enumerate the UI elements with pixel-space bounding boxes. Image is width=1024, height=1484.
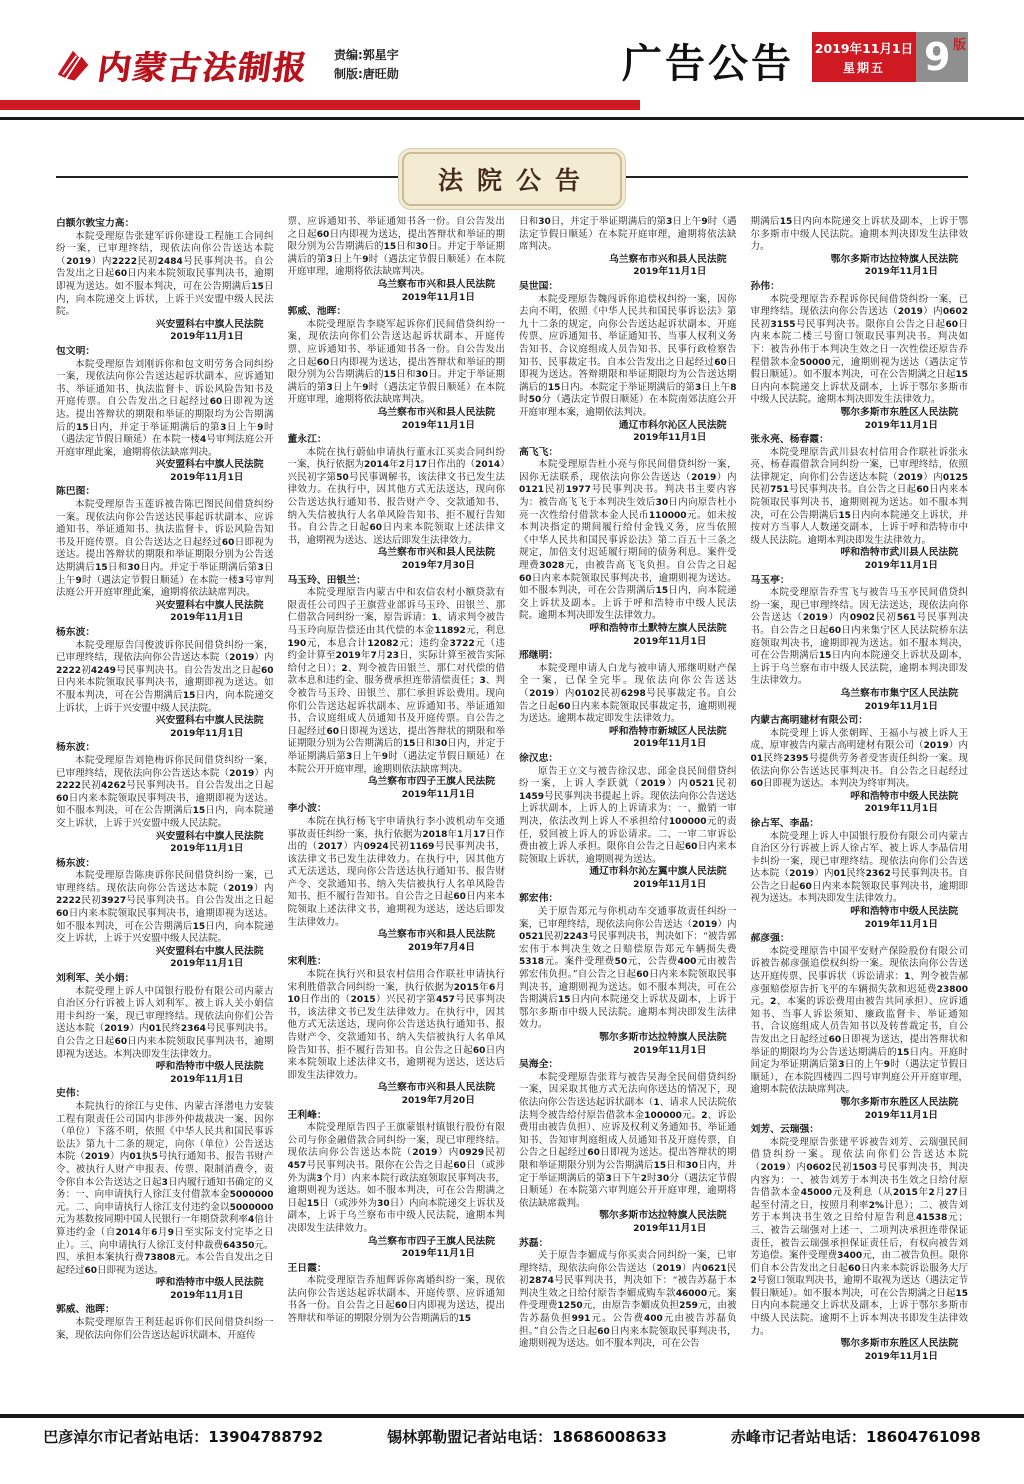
notice-body: 本院受理申请人白龙与被申请人邢继明财产保全一案，已保全完毕。现依法向你公告送达（2019）内0102民初6298号民事裁定书。自公告之日起60日内来本院领取民事裁定书，逾期则视为送达。逾期本裁定即发生法律效力。	[519, 662, 737, 725]
notice-date: 2019年11月1日	[864, 1109, 938, 1121]
notice-date: 2019年11月1日	[633, 635, 707, 647]
notice-date: 2019年11月1日	[401, 788, 475, 800]
notice-date: 2019年11月1日	[170, 958, 244, 970]
notice-body: 关于原告郑元与你机动车交通事故责任纠纷一案，已审理终结，现依法向你公告送达（2019）内0521民初2243号民事判决书，判决如下：“被告郭宏伟于本判决生效之日赔偿原告郑元车辆损失费5318元。案件受理费50元，公告费400元由被告郭宏伟负担。”自公告之日起60日内来本院领取民事判决书，逾期则视为送达。如不服本判决，可在公告期满后15日内向本院递交上诉状及副本，上诉于鄂尔多斯市中级人民法院。逾期本判决即发生法律效力。	[519, 906, 737, 1031]
notice-date: 2019年11月1日	[170, 727, 244, 739]
notice-addressee: 吴世国：	[519, 280, 559, 292]
notice-addressee: 高飞飞：	[519, 446, 559, 458]
court-name: 通辽市科尔沁左翼中旗人民法院	[589, 866, 727, 878]
notice-date: 2019年7月20日	[401, 1094, 475, 1106]
notice-addressee: 王日霞：	[287, 1262, 327, 1274]
notice-addressee: 杨东波：	[56, 627, 96, 638]
notice-addressee: 郭威、池晖：	[56, 1304, 115, 1316]
notice-addressee: 徐汉忠：	[519, 752, 559, 764]
notice-body: 本院受理原告张建平诉被告刘芳、云瑞强民间借贷纠纷一案。现依法向你们公告送达本院（2019）内0602民初1503号民事判决书，判决内容为：一、被告刘芳于本判决书生效之日给付原告借款本金45000元及利息（从2015年2月27日起至付清之日，按照月利率2%计息）；二、被告刘芳于本判决书生效之日给付原告利息41538元；三、被告云瑞强对上述一、二项判决承担连带保证责任，被告云瑞强承担保证责任后，有权向被告刘芳追偿。案件受理费3400元，由二被告负担。限你们自本公告发出之日起60日内来本院诉讼服务大厅2号窗口领取判决书，逾期不取视为送达（遇法定节假日顺延）。如不服本判决，可在公告期满之日起15日内向本院递交上诉状及副本，上诉于鄂尔多斯市中级人民法院。逾期不上诉本判决书即发生法律效力。	[750, 1136, 968, 1337]
header-rule	[0, 117, 1024, 120]
notice-date: 2019年11月1日	[170, 331, 244, 343]
reporter-station-phone: 锡林郭勒盟记者站电话：18686008633	[387, 1428, 667, 1446]
notice-date: 2019年11月1日	[633, 1044, 707, 1056]
notice-body: 本院在执行兴和县农村信用合作联社申请执行宋利胜借款合同纠纷一案，执行依据为2015年6月10日作出的（2015）兴民初字第457号民事判决书，该法律文书已发生法律效力。在执行中，因其他方式无法送达，现向你公告送达执行通知书、报告财产令、交款通知书、纳入失信被执行人名单风险告知书、拒不履行告知书。自公告之日起60日内来本院领取上述法律文书，逾期视为送达，送达后即发生法律效力。	[287, 969, 505, 1081]
notice-addressee: 李小波：	[287, 803, 327, 815]
court-name: 鄂尔多斯市达拉特旗人民法院	[599, 1210, 727, 1222]
text-column	[288, 216, 506, 1414]
notice-addressee: 内蒙古高明建材有限公司：	[750, 715, 869, 727]
notice-addressee: 杨东波：	[56, 857, 96, 869]
court-name: 乌兰察布市兴和县人民法院	[377, 1082, 495, 1094]
notice-date: 2019年11月1日	[864, 918, 938, 930]
court-name: 乌兰察布市兴和县人民法院	[377, 547, 495, 559]
notice-date: 2019年11月1日	[864, 266, 938, 278]
text-column	[519, 216, 737, 1414]
columns	[0, 216, 1024, 1414]
notice-date: 2019年11月1日	[633, 738, 707, 750]
notice-body: 本院受理原告四子王旗蒙银村镇银行股份有限公司与你金融借款合同纠纷一案，现已审理终结。现依法向你公告送达本院（2019）内0929民初457号民事判决书。限你在公告之日起60日（或涉外为满3个月）内来本院行政法庭领取民事判决书，逾期则视为送达。如不服本判决，可在公告期满之日起15日（或涉外为30日）内向本院递交上诉状及副本，上诉于乌兰察布市中级人民法院，逾期本判决即发生法律效力。	[287, 1122, 505, 1234]
notice-addressee: 郭宏伟：	[519, 893, 559, 905]
court-name: 兴安盟科右中旗人民法院	[155, 599, 264, 611]
court-name: 呼和浩特市武川县人民法院	[840, 547, 958, 559]
notice-date: 2019年11月1日	[170, 1289, 244, 1301]
notice-body: 关于原告李媚成与你买卖合同纠纷一案，已审理终结，现依法向你公告送达（2019）内0621民初2874号民事判决书，判决如下：“被告苏磊于本判决生效之日给付原告李媚成购车款46000元。案件受理费1250元，由原告李媚成负担259元，由被告苏磊负担991元。公告费400元由被告苏磊负担。”自公告之日起60日内来本院领取民事判决书，逾期则视为送达。如不服本判决，可在公告	[519, 1250, 737, 1350]
notice-addressee: 刘利军、关小娟：	[56, 973, 135, 985]
editor-line: 责编:郭星宇	[334, 48, 399, 62]
notice-body: 票、应诉通知书、举证通知书各一份。自公告发出之日起60日内即视为送达，提出答辩状和举证的期限分别为公告期满后的15日和30日。并定于举证期满后的第3日上午9时（遇法定节假日顺延）在本院开庭审理，逾期将依法缺席判决。	[287, 216, 505, 278]
notice-body: 本院受理原告王利廷起诉你们民间借贷纠纷一案，现依法向你们公告送达起诉状副本、开庭传	[56, 1317, 274, 1341]
section-title: 广告公告	[622, 41, 794, 87]
reporter-station-phone: 赤峰市记者站电话：18604761098	[730, 1428, 981, 1446]
court-name: 呼和浩特市新城区人民法院	[608, 725, 727, 737]
court-name: 呼和浩特市中级人民法院	[850, 906, 958, 918]
notice-body: 本院受理原告乔雪飞与被告马玉亭民间借贷纠纷一案，现已审理终结。因无法送达，现依法向你公告送达（2019）内0902民初561号民事判决书。自公告之日起60日内来集宁区人民法院桥东法庭领取判决书，逾期即视为送达。如不服本判决，可在公告期满后15日内向本院递交上诉状及副本，上诉于乌兰察布市中级人民法院，逾期本判决即发生法律效力。	[750, 587, 968, 687]
notice-body: 本院受理原告闫俊波诉你民间借贷纠纷一案，已审理终结，现依法向你公告送达本院（2019）内2222初4249号民事判决书。自公告发出之日起60日内来本院领取民事判决书，逾期即视为送达。如不服本判决，可在公告期满后15日内，向本院递交上诉状，上诉于兴安盟中级人民法院。	[56, 639, 274, 714]
notice-body: 本院受理上诉人中国银行股份有限公司内蒙古自治区分行诉被上诉人徐占军、被上诉人李晶信用卡纠纷一案，现已审理终结。现依法向你们公告送达本院（2019）内01民终2362号民事判决书。自公告之日起60日内来本院领取民事判决书，逾期即视为送达。本判决即发生法律效力。	[750, 830, 968, 905]
court-name: 呼和浩特市中级人民法院	[850, 790, 958, 802]
notice-body: 本院受理原告张建军诉你建设工程施工合同纠纷一案，已审理终结，现依法向你公告送达本院（2019）内2222民初2484号民事判决书。自公告发出之日起60日内来本院领取民事判决书，逾期即视为送达。如不服本判决，可在公告期满后15日内，向本院递交上诉状，上诉于兴安盟中级人民法院。	[56, 230, 274, 318]
notice-body: 本院在执行蔚仙申请执行董永江买卖合同纠纷一案，执行依据为2014年2月17日作出的（2014）兴民初字第50号民事调解书，该法律文书已发生法律效力。在执行中，因其他方式无法送达，现向你公告送达执行通知书、报告财产令、交款通知书、纳入失信被执行人名单风险告知书、拒不履行告知书。自公告之日起60日内来本院领取上述法律文书，逾期视为送达、送达后即发生法律效力。	[287, 446, 505, 546]
notice-date: 2019年11月1日	[864, 700, 938, 712]
date-box	[812, 32, 916, 82]
notice-addressee: 陈巴图：	[56, 486, 96, 498]
page-number-box	[916, 32, 968, 82]
notice-date: 2019年7月4日	[408, 941, 475, 953]
court-name: 乌兰察布市兴和县人民法院	[377, 278, 495, 290]
notice-date: 2019年11月1日	[864, 560, 938, 572]
notice-date: 2019年11月1日	[170, 843, 244, 855]
notice-date: 2019年11月1日	[170, 612, 244, 624]
notice-body: 本院受理原告魏闯诉你追偿权纠纷一案，因你去向不明，依照《中华人民共和国民事诉讼法》第九十二条的规定，向你公告送达起诉状副本、开庭传票、应诉通知书、举证通知书、当事人权利义务告知书、合议庭组成人员告知书、民事行政检察告知书、民事裁定书。自本公告发出之日起经过60日即视为送达。答辩期限和举证期限均为公告送达期满后的15日内。本院定于举证期满后的第3日上午8时50分（遇法定节假日顺延）在本院南郊法庭公开开庭审理本案，逾期依法判决。	[519, 293, 737, 418]
notice-addressee: 马玉玲、田银兰：	[287, 574, 366, 586]
court-name: 鄂尔多斯市达拉特旗人民法院	[830, 253, 958, 265]
notice-body: 本院受理原告刘刚诉你和包文明劳务合同纠纷一案，现依法向你公告送达起诉状副本、应诉通知书、举证通知书、执法监督卡、诉讼风险告知书及开庭传票。自公告发出之日起经过60日即视为送达。提出答辩状的期限和举证的期限均为公告期满后的15日内，并定于举证期满后的第3日上午9时（遇法定节假日顺延）在本院一楼4号审判法庭公开开庭审理此案，逾期将依法缺席判决。	[56, 358, 274, 458]
court-name: 乌兰察布市兴和县人民法院	[608, 253, 727, 265]
banner-title: 法院公告	[437, 166, 595, 195]
court-name: 鄂尔多斯市东胜区人民法院	[840, 1338, 958, 1350]
notice-body: 本院受理原告刘艳梅诉你民间借贷纠纷一案，已审理终结，现依法向你公告送达本院（2019）内2222民初4262号民事判决书。自公告发出之日起60日内来本院领取民事判决书，逾期即视为送达。如不服本判决，可在公告期满后15日内，向本院递交上诉状，上诉于兴安盟中级人民法院。	[56, 754, 274, 829]
notice-body: 本院受理上诉人张朝晖、王福小与被上诉人王成、原审被告内蒙古高明建材有限公司（2019）内01民终2395号提供劳务者受害责任纠纷一案。现依法向你公告送达民事判决书。自公告之日起经过60日即视为送达。本判决为终审判决。	[750, 727, 968, 790]
notice-addressee: 孙伟：	[750, 280, 780, 292]
editor-credits	[334, 46, 399, 84]
notice-body: 原告王立文与被告徐汉忠、邱金良民间借贷纠纷一案，上诉人李跃就（2019）内0521民初1459号民事判决书提起上诉。现依法向你公告送达上诉状副本，上诉人的上诉请求为：一、撤销一审判决，依法改判上诉人不承担给付100000元的责任，驳回被上诉人的诉讼请求。二、一审二审诉讼费由被上诉人承担。限你自公告之日起60日内来本院领取上诉状，逾期则视为送达。	[519, 765, 737, 865]
notice-date: 2019年11月1日	[864, 1350, 938, 1362]
notice-addressee: 史伟：	[56, 1088, 86, 1100]
notice-date: 2019年11月1日	[633, 266, 707, 278]
notice-body: 本院受理原告内蒙古中和农信农村小额贷款有限责任公司四子王旗营业部诉马玉玲、田银兰、那仁借款合同纠纷一案，原告诉请：1、请求判令被告马玉玲向原告偿还由其代偿的本金11892元，利息190元，本息合计12082元；违约金3722元（违约金计算至2019年7月23日，实际计算至被告实际给付之日）；2、判令被告田银兰、那仁对代偿的借款本息和违约金、服务费承担连带清偿责任；3、判令被告马玉玲、田银兰、那仁承担诉讼费用。现向你们公告送达起诉状副本、应诉通知书、举证通知书、合议庭组成人员通知书及开庭传票。自公告之日起经过60日即视为送达，提出答辩状的期限和举证期限分别为公告期满后的15日和30日内，并定于举证期满后第3日上午9时（遇法定节假日顺延）在本院公开开庭审理，逾期则依法缺席判决。	[287, 587, 505, 775]
notice-body: 本院受理原告玉莲诉被告陈巴图民间借贷纠纷一案。现依法向你公告送达民事起诉状副本、应诉通知书、举证通知书、执法监督卡、诉讼风险告知书及开庭传票。自公告送达之日起经过60日即视为送达。提出答辩状的期限和举证期限分别为公告送达期满后15日和30日内。并定于举证期满后第3日上午9时（遇法定节假日顺延）在本院一楼3号审判法庭公开开庭审理此案，逾期将依法缺席判决。	[56, 499, 274, 599]
page-header	[0, 0, 1024, 122]
footer-contacts	[0, 1418, 1024, 1447]
notice-date: 2019年11月1日	[401, 419, 475, 431]
issue-weekday: 星期五	[842, 60, 885, 75]
court-name: 兴安盟科右中旗人民法院	[155, 945, 264, 957]
court-name: 兴安盟科右中旗人民法院	[155, 318, 264, 330]
notice-addressee: 徐占军、李晶：	[750, 817, 820, 829]
notice-addressee: 白额尔敦宝力高：	[56, 218, 135, 229]
notice-body: 本院受理原告李晓军起诉你们民间借贷纠纷一案，现依法向你们公告送达起诉状副本、开庭传票、应诉通知书、举证通知书各一份。自公告发出之日起60日内即视为送达，提出答辩状和举证的期限分别为公告期满后的15日和30日。并定于举证期满后的第3日上午9时（遇法定节假日顺延）在本院开庭审理，逾期将依法缺席判决。	[287, 318, 505, 406]
court-notice-banner	[56, 152, 968, 200]
notice-addressee: 杨东波：	[56, 742, 96, 754]
page-label: 版	[952, 38, 966, 53]
reporter-station-phone: 巴彦淖尔市记者站电话：13904788792	[43, 1428, 324, 1446]
court-name: 通辽市科尔沁区人民法院	[618, 419, 727, 431]
notice-body: 本院在执行杨飞宇申请执行李小波机动车交通事故责任纠纷一案，执行依据为2018年1月17日作出的（2017）内0924民初1169号民事判决书，该法律文书已发生法律效力。在执行中，因其他方式无法送达，现向你公告送达执行通知书、报告财产令、交款通知书、纳入失信被执行人名单风险告知书、拒不履行告知书。自公告之日起60日内来本院领取上述法律文书，逾期视为送达，送达后即发生法律效力。	[287, 815, 505, 928]
notice-addressee: 宋利胜：	[287, 956, 327, 968]
notice-addressee: 刘芳、云瑞强：	[750, 1124, 820, 1136]
notice-date: 2019年11月1日	[401, 1248, 475, 1260]
notice-body: 本院受理原告武川县农村信用合作联社诉张永亮、杨春霞借款合同纠纷一案，已审理终结，依照法律规定，向你们公告送达本院（2019）内0125民初751号民事判决书。自公告之日起60日内来本院领取民事判决书，逾期则视为送达。如不服本判决，可在公告期满后15日内向本院递交上诉状，并按对方当事人人数递交副本，上诉于呼和浩特市中级人民法院。逾期本判决即发生法律效力。	[750, 446, 968, 546]
court-name: 鄂尔多斯市东胜区人民法院	[840, 1096, 958, 1108]
masthead	[56, 42, 311, 89]
notice-date: 2019年11月1日	[401, 291, 475, 303]
notice-body: 日和30日，并定于举证期满后的第3日上午9时（遇法定节假日顺延）在本院开庭审理，逾期将依法缺席判决。	[519, 216, 737, 253]
notice-body: 本院受理原告中国平安财产保险股份有限公司诉被告郝彦强追偿权纠纷一案。现依法向你公告送达开庭传票、民事诉状（诉讼请求：1、判令被告郝彦强赔偿原告折飞平的车辆损失款和迟延费23800元。2、本案的诉讼费用由被告共同承担）、应诉通知书、当事人诉讼须知、廉政监督卡、举证通知书、合议庭组成人员告知书以及转普裁定书，自公告发出之日起经过60日即视为送达，提出答辩状和举证的期限均为公告送达期满后的15日内。开庭时间定为举证期满后第3日的上午9时（遇法定节假日顺延），在本院四楼四二四号审判庭公开开庭审理，逾期本院依法缺席判决。	[750, 945, 968, 1096]
court-name: 乌兰察布市四子王旗人民法院	[367, 776, 495, 788]
notice-date: 2019年11月1日	[633, 432, 707, 444]
typesetter-line: 制版:唐旺勋	[334, 67, 399, 81]
page-number: 9	[924, 35, 951, 79]
notice-date: 2019年7月30日	[401, 560, 475, 572]
court-name: 乌兰察布市四子王旗人民法院	[367, 1235, 495, 1247]
court-name: 呼和浩特市土默特左旗人民法院	[589, 623, 727, 634]
notice-body: 本院受理上诉人中国银行股份有限公司内蒙古自治区分行诉被上诉人刘利军、被上诉人关小娟信用卡纠纷一案，现已审理终结。现依法向你们公告送达本院（2019）内01民终2364号民事判决书。自公告之日起60日内来本院领取民事判决书，逾期即视为送达。本判决即发生法律效力。	[56, 985, 274, 1060]
notice-body: 期满后15日内向本院递交上诉状及副本，上诉于鄂尔多斯市中级人民法院。逾期本判决即发生法律效力。	[750, 216, 968, 253]
notice-date: 2019年11月1日	[864, 803, 938, 815]
notice-body: 本院受理原告乔旭辉诉你离婚纠纷一案，现依法向你公告送达起诉状副本、开庭传票、应诉通知书各一份。自公告之日起60日内即视为送达，提出答辩状和举证的期限分别为公告期满后的15	[287, 1275, 505, 1325]
court-name: 乌兰察布市兴和县人民法院	[377, 929, 495, 941]
notice-body: 本院受理原告杜小亮与你民间借贷纠纷一案，因你无法联系，现依法向你公告送达（2019）内0121民初1977号民事判决书。判决书主要内容为：被告高飞飞于本判决生效后30日内向原告杜小亮一次性给付借款本金人民币110000元。如未按本判决指定的期间履行给付金钱义务，应当依照《中华人民共和国民事诉讼法》第二百五十三条之规定，加倍支付迟延履行期间的债务利息。案件受理费3028元，由被告高飞飞负担。自公告之日起60日内来本院领取民事判决书，逾期则视为送达。如不服本判决，可在公告期满后15日内，向本院递交上诉状及副本。上诉于呼和浩特市中级人民法院。逾期本判决即发生法律效力。	[519, 459, 737, 622]
notice-addressee: 郭威、池晖：	[287, 306, 347, 318]
notice-date: 2019年11月1日	[864, 419, 938, 431]
court-name: 乌兰察布市兴和县人民法院	[377, 406, 495, 418]
notice-addressee: 马玉亭：	[750, 574, 790, 586]
text-column	[56, 216, 274, 1414]
masthead-emblem-icon	[56, 49, 90, 83]
court-name: 呼和浩特市中级人民法院	[155, 1277, 264, 1289]
notice-date: 2019年11月1日	[170, 1073, 244, 1085]
notice-addressee: 苏磊：	[519, 1237, 549, 1249]
notice-date: 2019年11月1日	[633, 878, 707, 890]
notice-addressee: 王利峰：	[287, 1109, 327, 1121]
notice-addressee: 邢继明：	[519, 650, 559, 662]
court-name: 兴安盟科右中旗人民法院	[155, 830, 264, 842]
notice-date: 2019年11月1日	[633, 1222, 707, 1234]
issue-date: 2019年11月1日	[814, 40, 914, 56]
notice-addressee: 包文明：	[56, 345, 96, 357]
notice-body: 本院受理原告陈庚诉你民间借贷纠纷一案，已审理终结。现依法向你公告送达本院（2019）内2222民初3927号民事判决书。自公告发出之日起60日内来本院领取民事判决书，逾期即视为送达。如不服本判决，可在公告期满后15日内，向本院递交上诉状，上诉于兴安盟中级人民法院。	[56, 870, 274, 945]
notice-body: 本院执行的徐江与史伟、内蒙古泽潜电力安装工程有限责任公司国内非涉外仲裁裁决一案、因你（单位）下落不明，依照《中华人民共和国民事诉讼法》第九十二条的规定，向你（单位）公告送达本院（2019）内01执5号执行通知书、报告书财产令、被执行人财产申报表、传票、限制消费令，责令你自本公告送达之日起3日内履行通知书确定的义务：一、向申请执行人徐江支付借款本金5000000元。二、向申请执行人徐江支付违约金以5000000元为基数按同期中国人民银行一年期贷款利率4倍计算违约金（自2014年6月9日至实际支付完毕之日止）。三、向申请执行人徐江支付仲裁费64350元。四、承担本案执行费73808元。本公告自发出之日起经过60日即视为送达。	[56, 1100, 274, 1276]
notice-addressee: 张永亮、杨春霞：	[750, 434, 829, 446]
notice-addressee: 董永江：	[287, 434, 327, 446]
notice-addressee: 吴海全：	[519, 1059, 559, 1071]
court-name: 呼和浩特市中级人民法院	[155, 1061, 264, 1073]
notice-body: 本院受理原告乔程诉你民间借贷纠纷一案，已审理终结。现依法向你公告送达（2019）内0602民初3155号民事判决书。限你自公告之日起60日内来本院二楼三号窗口领取民事判决书。判决如下：被告孙伟于本判决生效之日一次性偿还原告乔程借款本金50000元，逾期则视为送达（遇法定节假日顺延）。如不服本判决，可在公告期满之日起15日内向本院递交上诉状及副本，上诉于鄂尔多斯市中级人民法院。逾期本判决即发生法律效力。	[750, 293, 968, 406]
banner-box	[402, 152, 622, 206]
court-name: 兴安盟科右中旗人民法院	[155, 459, 264, 471]
notice-addressee: 郝彦强：	[750, 933, 790, 945]
court-name: 兴安盟科右中旗人民法院	[155, 715, 264, 727]
text-column	[751, 216, 969, 1414]
notice-body: 本院受理原告张茸与被告吴海全民间借贷纠纷一案，因采取其他方式无法向你送达的情况下，现依法向你公告送达起诉状副本（1、请求人民法院依法判令被告给付原告借款本金100000元。2、诉讼费用由被告负担）、应诉及权利义务通知书、举证通知书、告知审判庭组成人员通知书及开庭传票，自公告之日起经过60日即视为送达。提出答辩状的期限和举证期限分别为公告期满后15日和30日内，并定于举证期满后的第3日下午2时30分（遇法定节假日顺延）在本院第六审判庭公开开庭审理，逾期将依法缺席裁判。	[519, 1071, 737, 1209]
masthead-title: 内蒙古法制报	[94, 48, 311, 87]
court-name: 鄂尔多斯市达拉特旗人民法院	[599, 1032, 727, 1043]
court-name: 乌兰察布市集宁区人民法院	[840, 687, 958, 699]
notice-date: 2019年11月1日	[170, 471, 244, 483]
court-name: 鄂尔多斯市东胜区人民法院	[840, 406, 958, 418]
masthead-red-bar	[0, 100, 640, 110]
